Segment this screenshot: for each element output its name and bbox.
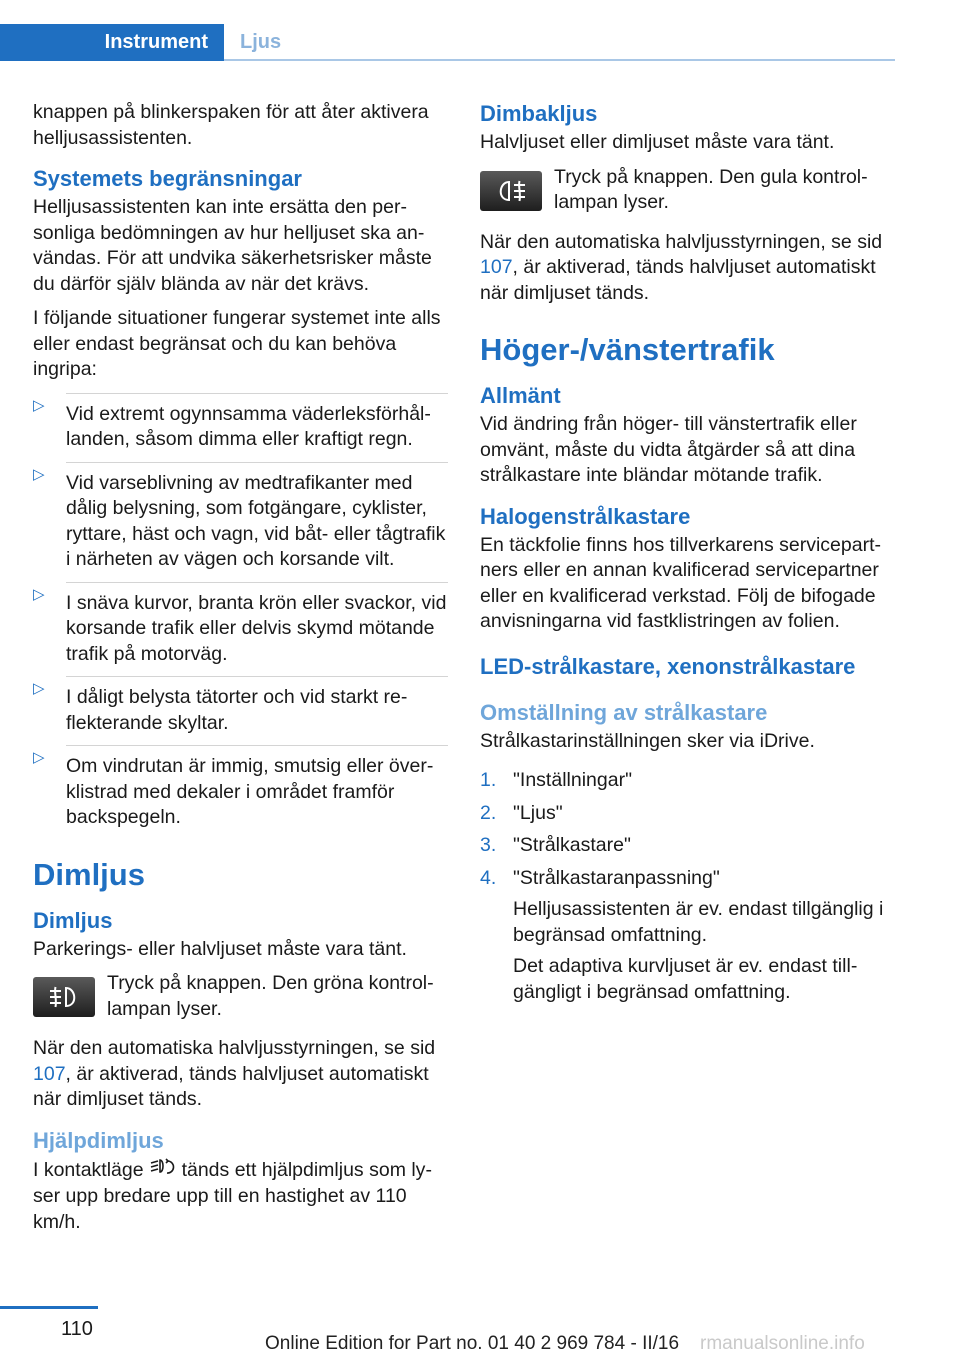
page-number: 110 bbox=[61, 1318, 93, 1340]
front-fog-light-button-icon bbox=[33, 977, 95, 1017]
list-item: 3. "Strålkastare" bbox=[480, 834, 631, 856]
tab-instrument[interactable]: Instrument bbox=[0, 24, 224, 61]
rear-fog-button-row bbox=[480, 165, 895, 216]
list-item: ▷ Vid extremt ogynnsamma väderleksförhållanden, såsom dimma eller kraftigt regn. bbox=[33, 392, 448, 453]
intro-paragraph: knappen på blinkerspaken för att åter aktivera helljusassistenten. bbox=[33, 101, 429, 149]
subheading-dimljus: Dimljus bbox=[33, 907, 113, 933]
heading-halogen: Halogenstrålkastare bbox=[480, 503, 691, 529]
rear-fog-light-button-icon bbox=[480, 171, 542, 211]
dimljus-paragraph: Parkerings- eller halvljuset måste vara tänt. bbox=[33, 937, 407, 960]
footer-divider bbox=[0, 1306, 98, 1309]
triangle-bullet-icon: ▷ bbox=[33, 585, 45, 603]
heading-led-xenon: LED-strålkastare, xenonstrålkastare bbox=[480, 653, 856, 679]
dimljus-auto-paragraph: När den automatiska halvljusstyrningen, se sid 107, är aktiverad, tänds halvljuset automatiskt när dimljuset tänds. bbox=[33, 1037, 436, 1110]
page-link-107[interactable]: 107 bbox=[480, 256, 513, 278]
triangle-bullet-icon: ▷ bbox=[33, 680, 45, 697]
list-item: ▷ Om vindrutan är immig, smutsig eller överklistrad med dekaler i området framför backspegeln. bbox=[33, 744, 448, 831]
step4-note-2: Det adaptiva kurvljuset är ev. endast tillgängligt i begränsad omfattning. bbox=[513, 955, 858, 1003]
list-item: ▷ I dåligt belysta tätorter och vid starkt reflekterande skyltar. bbox=[33, 675, 448, 736]
header-divider bbox=[224, 59, 895, 61]
adjust-steps-list bbox=[480, 768, 895, 1005]
triangle-bullet-icon: ▷ bbox=[33, 749, 45, 766]
limits-bullet-list bbox=[33, 392, 448, 831]
page-link-107[interactable]: 107 bbox=[33, 1062, 66, 1085]
heading-hjalpdimljus: Hjälpdimljus bbox=[33, 1127, 164, 1153]
adjust-paragraph: Strålkastarinställningen sker via iDrive. bbox=[480, 729, 815, 752]
list-item: 4. "Strålkastaranpassning" Helljusassistenten är ev. endast tillgänglig i begränsad omfattning. Det adaptiva kurvljuset är ev. endast tillgängligt i begränsad omfattning. bbox=[480, 866, 895, 1006]
limits-paragraph-2: I följande situationer fungerar systemet inte alls eller endast begränsat och du kan behöva ingripa: bbox=[33, 307, 441, 380]
low-beam-automatic-icon bbox=[150, 1157, 176, 1185]
hjalpdimljus-paragraph: I kontaktläge tänds ett hjälpdimljus som lyser upp bredare upp till en hastighet av 110 km/h. bbox=[33, 1158, 432, 1233]
heading-allmant: Allmänt bbox=[480, 383, 561, 408]
halogen-paragraph: En täckfolie finns hos tillverkarens servicepartners eller en annan kvalificerad servicepartner eller en kvalificerad verkstad. Följ de bifogade anvisningarna vid fastklistringen av folien. bbox=[480, 533, 882, 632]
tab-ljus[interactable]: Ljus bbox=[240, 31, 282, 53]
allmant-paragraph: Vid ändring från höger- till vänstertrafik eller omvänt, måste du vidta åtgärder så att dina strålkastare inte bländar mötande trafik. bbox=[480, 413, 857, 486]
triangle-bullet-icon: ▷ bbox=[33, 465, 45, 483]
rear-fog-instruction: Tryck på knappen. Den gula kontrollampan lyser. bbox=[554, 165, 868, 213]
heading-dimbakljus: Dimbakljus bbox=[480, 101, 598, 126]
edition-text: Online Edition for Part no. 01 40 2 969 784 - II/16 bbox=[265, 1333, 680, 1354]
watermark: rmanualsonline.info bbox=[700, 1333, 865, 1354]
fog-light-button-row bbox=[33, 971, 448, 1022]
step4-note-1: Helljusassistenten är ev. endast tillgänglig i begränsad omfattning. bbox=[513, 898, 884, 946]
heading-system-limits: Systemets begränsningar bbox=[33, 166, 302, 191]
limits-paragraph-1: Helljusassistenten kan inte ersätta den personliga bedömningen av hur helljuset ska användas. För att undvika säkerhetsrisker måste du därför själv blända av när det krävs. bbox=[33, 196, 432, 295]
dimbakljus-paragraph: Halvljuset eller dimljuset måste vara tänt. bbox=[480, 131, 835, 153]
list-item: 1. "Inställningar" bbox=[480, 769, 632, 791]
right-column bbox=[480, 100, 895, 1012]
fog-light-instruction: Tryck på knappen. Den gröna kontrollampan lyser. bbox=[107, 972, 434, 1020]
left-column bbox=[33, 100, 448, 1244]
list-item: ▷ Vid varseblivning av medtrafikanter med dålig belysning, som fotgängare, cyklister, ryttare, häst och vagn, vid båt- eller tågtrafik i närheten av vägen och korsande vilt. bbox=[33, 461, 448, 573]
list-item: 2. "Ljus" bbox=[480, 801, 563, 824]
dimbakljus-auto-paragraph: När den automatiska halvljusstyrningen, se sid 107, är aktiverad, tänds halvljuset automatiskt när dimljuset tänds. bbox=[480, 230, 883, 304]
list-item: ▷ I snäva kurvor, branta krön eller svackor, vid korsande trafik eller delvis skymd mötande trafik på motorväg. bbox=[33, 581, 448, 668]
header-bar bbox=[0, 24, 895, 62]
heading-dimljus: Dimljus bbox=[33, 856, 145, 892]
heading-adjust: Omställning av strålkastare bbox=[480, 699, 768, 725]
triangle-bullet-icon: ▷ bbox=[33, 396, 45, 414]
heading-traffic-side: Höger-/vänstertrafik bbox=[480, 332, 775, 367]
